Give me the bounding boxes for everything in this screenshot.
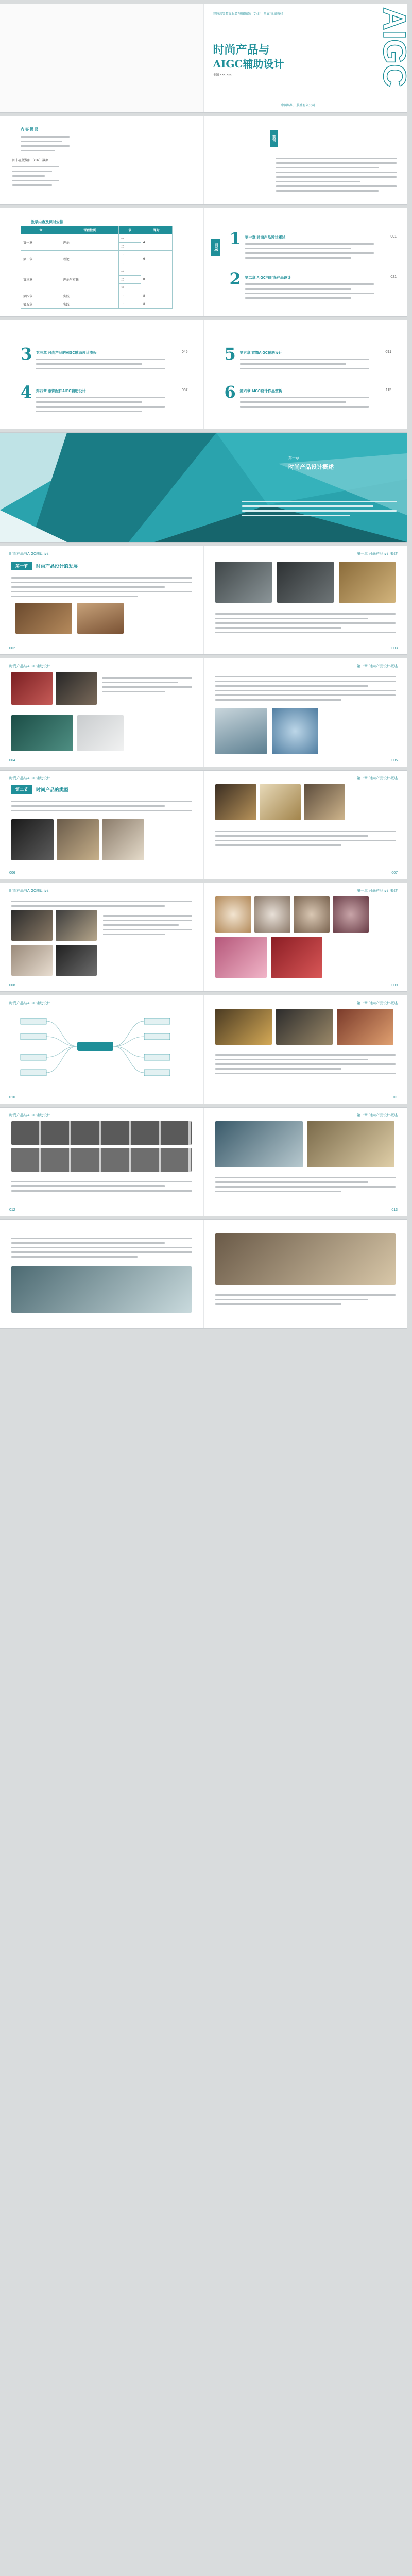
course-table-page: [0, 208, 203, 316]
spread-content-1: [0, 546, 407, 654]
content-page-010: 时尚产品与AIGC辅助设计 010: [0, 995, 203, 1104]
toc-chapter-3[interactable]: 第三章 时尚产品的AIGC辅助设计流程 045: [36, 350, 188, 355]
toc-chapter-num-5: 5: [224, 344, 236, 364]
figure-faces-row-2: [11, 1148, 192, 1172]
figure-jewelry-set: [57, 819, 99, 860]
spread-chapter-opener: [0, 433, 407, 542]
figure-gems-3: [294, 896, 330, 933]
running-head: 时尚产品与AIGC辅助设计: [9, 552, 51, 556]
figure-pink-ring: [215, 937, 267, 978]
cover-big-text: AIGC: [376, 7, 412, 87]
figure-ring-blue: [272, 708, 318, 754]
figure-gems-4: [333, 896, 369, 933]
figure-chain: [276, 1009, 333, 1045]
figure-bag-white: [77, 715, 124, 751]
summary-page: [0, 116, 203, 204]
figure-textile-dark: [277, 562, 334, 603]
running-head: 第一章 时尚产品设计概述: [357, 552, 398, 556]
opener-geometry: [0, 433, 407, 542]
figure-earrings: [102, 819, 144, 860]
foreword-page: [203, 116, 407, 204]
toc-chapter-num-4: 4: [21, 382, 32, 402]
toc-chapter-5[interactable]: 第五章 首饰AIGC辅助设计 091: [239, 350, 391, 355]
figure-necklace-4: [56, 945, 97, 976]
spread-toc-1: [0, 208, 407, 316]
content-page-007: 第一章 时尚产品设计概述 007: [203, 771, 407, 879]
spread-content-7: [0, 1220, 407, 1328]
chapter-label: 第一章: [288, 456, 299, 460]
figure-bag-tan: [77, 603, 124, 634]
content-page-012: 时尚产品与AIGC辅助设计 012: [0, 1108, 203, 1216]
figure-model-gold: [215, 784, 256, 820]
content-page-002: [0, 546, 203, 654]
cover-title-1: 时尚产品与: [213, 43, 270, 57]
publisher-logo: 中国纺织出版社有限公司: [281, 104, 315, 107]
figure-bag-brown: [15, 603, 72, 634]
inside-cover-page: [0, 4, 203, 112]
figure-accessory-gold: [339, 562, 396, 603]
chapter-title: 时尚产品设计概述: [288, 464, 334, 470]
toc-chapter-num-1: 1: [229, 229, 241, 248]
figure-gems-2: [254, 896, 290, 933]
spread-toc-2: [0, 320, 407, 429]
figure-bracelet-gold: [215, 1009, 272, 1045]
figure-lips-gold: [337, 1009, 393, 1045]
figure-faces-row-1: [11, 1121, 192, 1145]
cover-page: [203, 4, 412, 112]
figure-shoe-heel: [56, 672, 97, 705]
course-table: 章 课程性质 节 课时 第一章 理论 一 4 二 第二章 理论 一 6 二 第三章 理论与实践 一 8 二 三 第四章 实践 一 8 第五章 实践 一 8: [21, 226, 173, 309]
figure-gallery-right: [215, 1233, 396, 1285]
course-table-title: 教学内容及课时安排: [31, 221, 63, 224]
page-number: 003: [391, 647, 398, 650]
figure-shoes-red: [11, 672, 53, 705]
cover-title-2: AIGC辅助设计: [213, 58, 284, 70]
cover-authors: 主编 ××× ×××: [213, 74, 232, 77]
cover-series: 普通高等教育服装与服饰设计专业“十四五”规划教材: [213, 13, 283, 16]
toc-page-3: [203, 320, 407, 429]
figure-necklace-1: [11, 910, 53, 941]
figure-ring-stone: [304, 784, 345, 820]
content-page-013: 第一章 时尚产品设计概述 013: [203, 1108, 407, 1216]
figure-gallery-left: [11, 1266, 192, 1313]
figure-red-ring: [271, 937, 322, 978]
content-page-005: 第一章 时尚产品设计概述 005: [203, 658, 407, 767]
toc-chapter-num-6: 6: [224, 382, 236, 402]
figure-sculpture-blue: [215, 708, 267, 754]
spread-content-4: [0, 883, 407, 991]
toc-page-2: [0, 320, 203, 429]
spread-cover: [0, 4, 412, 112]
spread-content-5: [0, 995, 407, 1104]
section-heading-1: 第一节 时尚产品设计的发展: [11, 562, 78, 570]
figure-necklace-black: [11, 819, 54, 860]
summary-heading: 内 容 提 要: [21, 128, 38, 131]
content-page-004: 时尚产品与AIGC辅助设计 004: [0, 658, 203, 767]
toc-chapter-num-2: 2: [229, 269, 241, 289]
figure-hoops: [260, 784, 301, 820]
toc-page-1: [203, 208, 407, 316]
content-page-003: [203, 546, 407, 654]
opener-intro-text: [242, 498, 397, 519]
spread-content-6: [0, 1108, 407, 1216]
toc-chapter-6[interactable]: 第六章 AIGC设计作品赏析 115: [239, 388, 391, 393]
spread-content-2: [0, 658, 407, 767]
cip-heading: 图书在版编目（CIP）数据: [12, 159, 49, 162]
figure-necklace-2: [56, 910, 97, 941]
toc-chapter-num-3: 3: [21, 344, 32, 364]
figure-handbag-grey: [215, 562, 272, 603]
spread-preface: [0, 116, 407, 204]
content-page-right: [203, 1220, 407, 1328]
content-page-left: [0, 1220, 203, 1328]
toc-chapter-2[interactable]: 第二章 AIGC与时尚产品设计 021: [245, 275, 397, 280]
figure-necklace-3: [11, 945, 53, 976]
page-number: 002: [9, 647, 15, 650]
figure-gems-1: [215, 896, 251, 933]
content-page-011: 第一章 时尚产品设计概述 011: [203, 995, 407, 1104]
section-heading-2: 第二节 时尚产品的类型: [11, 785, 68, 793]
content-page-006: 时尚产品与AIGC辅助设计 第二节 时尚产品的类型 006: [0, 771, 203, 879]
figure-bag-green: [11, 715, 73, 751]
mind-map-diagram: [0, 995, 203, 1104]
toc-chapter-4[interactable]: 第四章 服饰配件AIGC辅助设计 067: [36, 388, 188, 393]
toc-label: 目录: [211, 239, 220, 256]
figure-collage-1: [215, 1121, 303, 1167]
toc-chapter-1[interactable]: 第一章 时尚产品设计概述 001: [245, 235, 397, 240]
spread-content-3: [0, 771, 407, 879]
content-page-008: 时尚产品与AIGC辅助设计 008: [0, 883, 203, 991]
figure-collage-2: [307, 1121, 394, 1167]
content-page-009: 第一章 时尚产品设计概述 009: [203, 883, 407, 991]
foreword-label: 前言: [270, 130, 278, 147]
